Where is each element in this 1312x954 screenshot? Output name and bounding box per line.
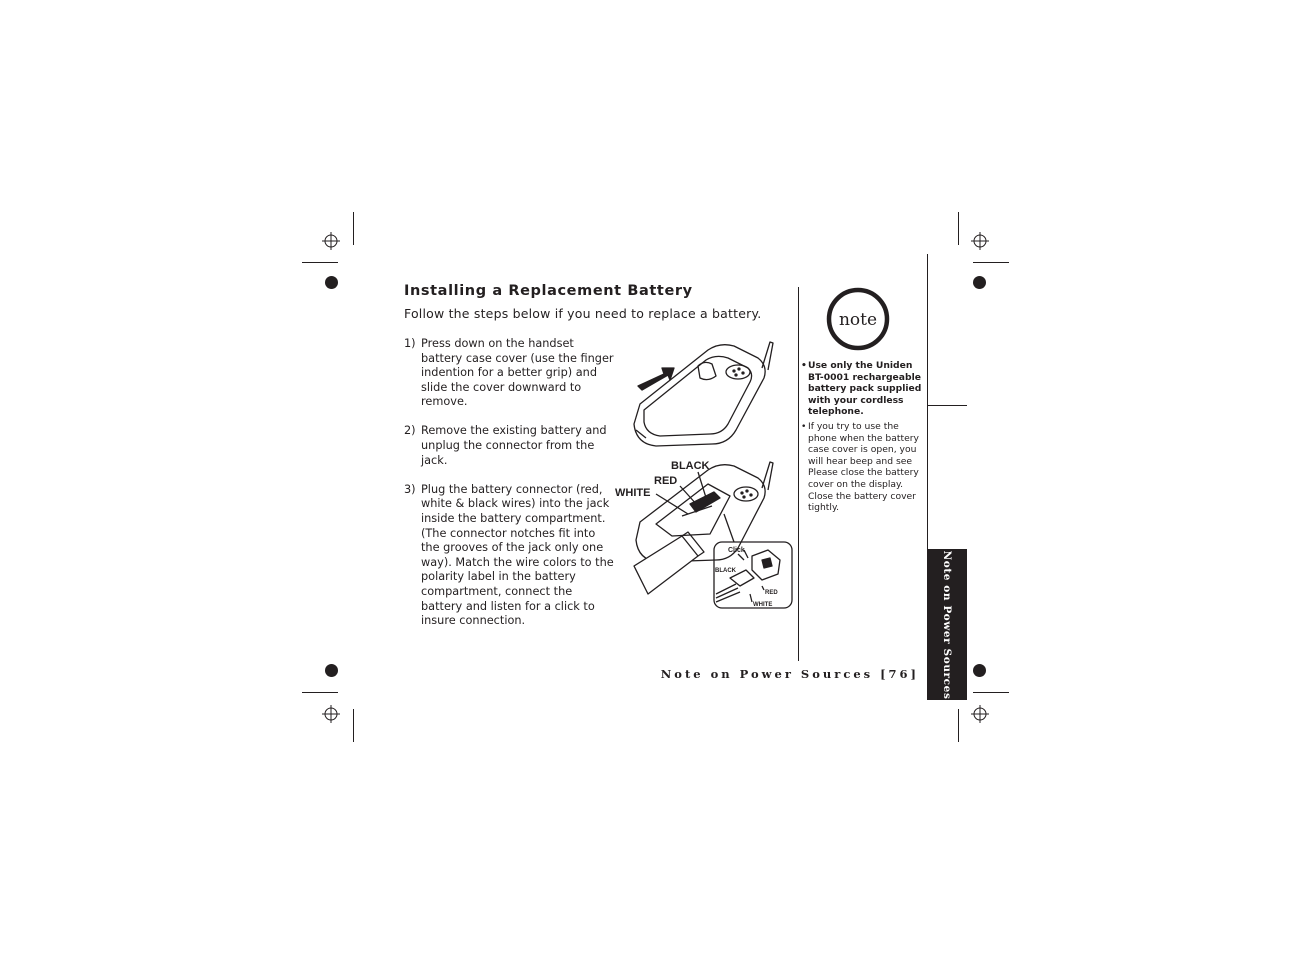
registration-target-icon: [322, 705, 340, 723]
step-text: Plug the battery connector (red, white & black wires) into the jack inside the battery compartment. (The connector notches fit into the grooves of the jack only one way). Match the wire colors to the polarity label in the battery compartment, connect the battery and listen for a click to insure connection.: [421, 482, 614, 628]
registration-dot: [325, 664, 338, 677]
list-item: [801, 421, 923, 514]
inset-label-black: BLACK: [715, 568, 736, 574]
step-number: 1): [404, 337, 416, 350]
note-bullet: •: [801, 420, 807, 432]
step-text: Remove the existing battery and unplug the connector from the jack.: [421, 424, 607, 467]
inset-label-white: WHITE: [753, 602, 773, 608]
step-text: Press down on the handset battery case cover (use the finger indention for a better grip) and slide the cover downward to remove.: [421, 337, 614, 409]
list-item: [404, 483, 614, 629]
registration-dot: [973, 276, 986, 289]
crop-mark: [302, 692, 338, 693]
crop-mark: [958, 212, 959, 245]
battery-pack-icon: [634, 532, 704, 594]
note-list: [801, 360, 923, 517]
wire-label-white: WHITE: [615, 487, 651, 499]
note-text: If you try to use the phone when the battery case cover is open, you will hear beep and see Please close the battery cover on the display. Close the battery cover tightly.: [808, 420, 919, 514]
connector-inset-icon: [714, 542, 792, 608]
list-item: [404, 337, 614, 410]
intro-text: Follow the steps below if you need to replace a battery.: [404, 306, 762, 321]
registration-target-icon: [322, 232, 340, 250]
list-item: [404, 424, 614, 468]
crop-mark: [353, 212, 354, 245]
inset-label-red: RED: [765, 590, 778, 596]
crop-mark: [353, 709, 354, 742]
column-divider: [798, 287, 799, 661]
crop-mark: [973, 262, 1009, 263]
slide-direction-arrow-icon: [638, 368, 674, 390]
registration-target-icon: [971, 705, 989, 723]
step-number: 3): [404, 482, 416, 496]
instruction-steps: [404, 337, 614, 643]
section-thumb-tab: [927, 549, 967, 700]
crop-mark: [958, 709, 959, 742]
step-number: 2): [404, 424, 416, 438]
registration-dot: [973, 664, 986, 677]
handset-back-icon: [634, 342, 773, 446]
note-badge-label: note: [838, 310, 878, 330]
wire-label-red: RED: [654, 475, 678, 487]
click-label: Click: [728, 547, 745, 554]
crop-mark: [302, 262, 338, 263]
note-text: Use only the Uniden BT-0001 rechargeable battery pack supplied with your cordless telephone.: [808, 360, 922, 418]
list-item: [801, 360, 923, 418]
note-badge-icon: [826, 287, 890, 351]
crop-mark: [973, 692, 1009, 693]
registration-dot: [325, 276, 338, 289]
registration-target-icon: [971, 232, 989, 250]
note-bullet: •: [801, 360, 807, 371]
section-tab-label: Note on Power Sources: [941, 550, 953, 699]
battery-installation-illustration: [612, 338, 794, 613]
wire-label-black: BLACK: [671, 460, 710, 472]
margin-rule: [927, 405, 967, 406]
section-heading: Installing a Replacement Battery: [404, 283, 693, 299]
page-footer: Note on Power Sources [76]: [660, 667, 919, 681]
